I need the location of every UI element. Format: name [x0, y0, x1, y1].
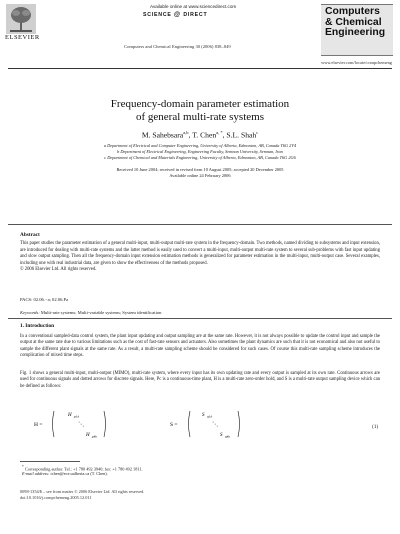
- footnote-corresponding-author: * Corresponding author. Tel.: +1 780 492 3940; fax: +1 780 492 1811.: [22, 465, 143, 472]
- intro-paragraph-2: Fig. 1 shows a general multi-input, multi-output (MIMO), multi-rate system, where every input has its own updating rate and every output is sampled at its own rate. Continuous arrows are used for continuous signals and dotted arrows for discrete signals. Here, Pc is a continuous-time plant, H is a multi-rate zero-order hold, and S is a multi-rate output sampling device which can be defined as follows:: [20, 371, 380, 389]
- s-matrix-top-sub: q1h: [207, 414, 213, 419]
- doi-link[interactable]: doi:10.1016/j.compchemeng.2005.12.011: [20, 495, 92, 500]
- publisher-name: ELSEVIER: [5, 34, 40, 41]
- paper-title-line-2: of general multi-rate systems: [136, 111, 264, 123]
- abstract-divider-top: [8, 224, 392, 225]
- h-matrix-top-sub: p1h: [74, 414, 80, 419]
- equation-1: [20, 408, 400, 440]
- journal-cover-logo: [321, 4, 393, 56]
- copyright-notice: © 2006 Elsevier Ltd. All rights reserved.: [20, 267, 97, 272]
- journal-url-link[interactable]: www.elsevier.com/locate/compchemeng: [321, 60, 392, 65]
- s-matrix-bottom: S: [220, 433, 223, 438]
- pacs-codes: PACS: 02.06.−a; 02.06.Pa: [20, 297, 69, 302]
- h-matrix-label: H =: [34, 422, 43, 428]
- h-matrix-bottom-sub: pkh: [92, 434, 98, 439]
- footnote-email: E-mail address: tchen@ece.ualberta.ca (T. Chen).: [22, 471, 108, 476]
- online-date: Available online 24 February 2006: [169, 173, 231, 178]
- paper-title-line-1: Frequency-domain parameter estimation: [110, 98, 290, 110]
- abstract-heading: Abstract: [20, 232, 40, 238]
- journal-cover-line: Engineering: [325, 27, 386, 38]
- issn-copyright: 0098-1354/$ – see front matter © 2006 Elsevier Ltd. All rights reserved.: [20, 489, 145, 494]
- h-matrix-bottom: H: [86, 433, 90, 438]
- footnote-divider: [20, 461, 80, 462]
- journal-reference: Computers and Chemical Engineering 30 (2006) 838–849: [124, 44, 231, 49]
- s-matrix-top: S: [202, 413, 205, 418]
- sciencedirect-logo: SCIENCE @ DIRECT: [143, 11, 208, 18]
- elsevier-tree-icon: [6, 4, 36, 34]
- equation-number: (1): [372, 425, 378, 430]
- received-dates: Received 10 June 2004; received in revised form 10 August 2005; accepted 20 December 2005: [116, 167, 284, 172]
- s-matrix-dots: ⋱: [212, 421, 218, 428]
- keywords: Keywords: Multi-rate systems; Multi-variable systems; System identification: [20, 310, 162, 315]
- sciencedirect-at-icon: @: [173, 11, 182, 18]
- journal-cover-line: & Chemical: [325, 16, 382, 28]
- h-matrix-top: H: [68, 413, 72, 418]
- section-heading-introduction: 1. Introduction: [20, 323, 55, 329]
- intro-paragraph-1: In a conventional sampled-data control system, the plant input updating and output sampling are at the same rate. However, it is not always possible to update the control input and sample the output at the same rate due to various limitations such as the cost of fast-rate sensors and actuators. Also sometimes the plant dynamics are such that it is not economical and also not useful to sample the different plant signals at the same rate. As a result, a multi-rate sampling scheme should be considered for such cases. Of course this multi-rate sampling scheme introduces the complication of mixed time steps.: [20, 334, 380, 358]
- author-list: M. Sahebsara$^{a,b}$, T. Chen$^{a, *}$, S.L. Shah$^c$: [141, 130, 259, 140]
- affiliation-c: c Department of Chemical and Materials Engineering, University of Alberta, Edmonton, AB, Canada T6G 2G6: [104, 155, 296, 160]
- email-link[interactable]: tchen@ece.ualberta.ca (T. Chen).: [50, 471, 108, 476]
- s-matrix-label: S =: [170, 422, 178, 428]
- h-matrix-dots: ⋱: [78, 421, 84, 428]
- journal-cover-line: Computers: [325, 6, 380, 17]
- availability-notice: Available online at www.sciencedirect.com: [150, 4, 237, 9]
- abstract-body: This paper studies the parameter estimation of a general multi-input, multi-output multi-rate system in the frequency-domain. Two methods, named dividing to subsystems and input extension, are introduced for dealing with multi-rate systems and the latter method is easily used to convert a multi-input, multi-output multi-rate system to several sub-problems with fast input updating and slow output sampling. Then all the frequency-domain input extension estimation methods is generalized for parameter estimation in the multi-input, multi-output case. Several examples, including one with real industrial data, are given to show the effectiveness of the methods proposed. © 2006 Elsevier Ltd. All rights reserved.: [20, 241, 380, 272]
- s-matrix-bottom-sub: qkh: [225, 434, 231, 439]
- affiliation-b: b Department of Electrical Engineering, Engineering Faculty, Semnan University, Semnan, Iran: [117, 149, 283, 154]
- abstract-divider-bottom: [8, 318, 392, 319]
- header-divider: [8, 68, 392, 69]
- affiliation-a: a Department of Electrical and Computer Engineering, University of Alberta, Edmonton, AB, Canada T6G 2V4: [103, 143, 297, 148]
